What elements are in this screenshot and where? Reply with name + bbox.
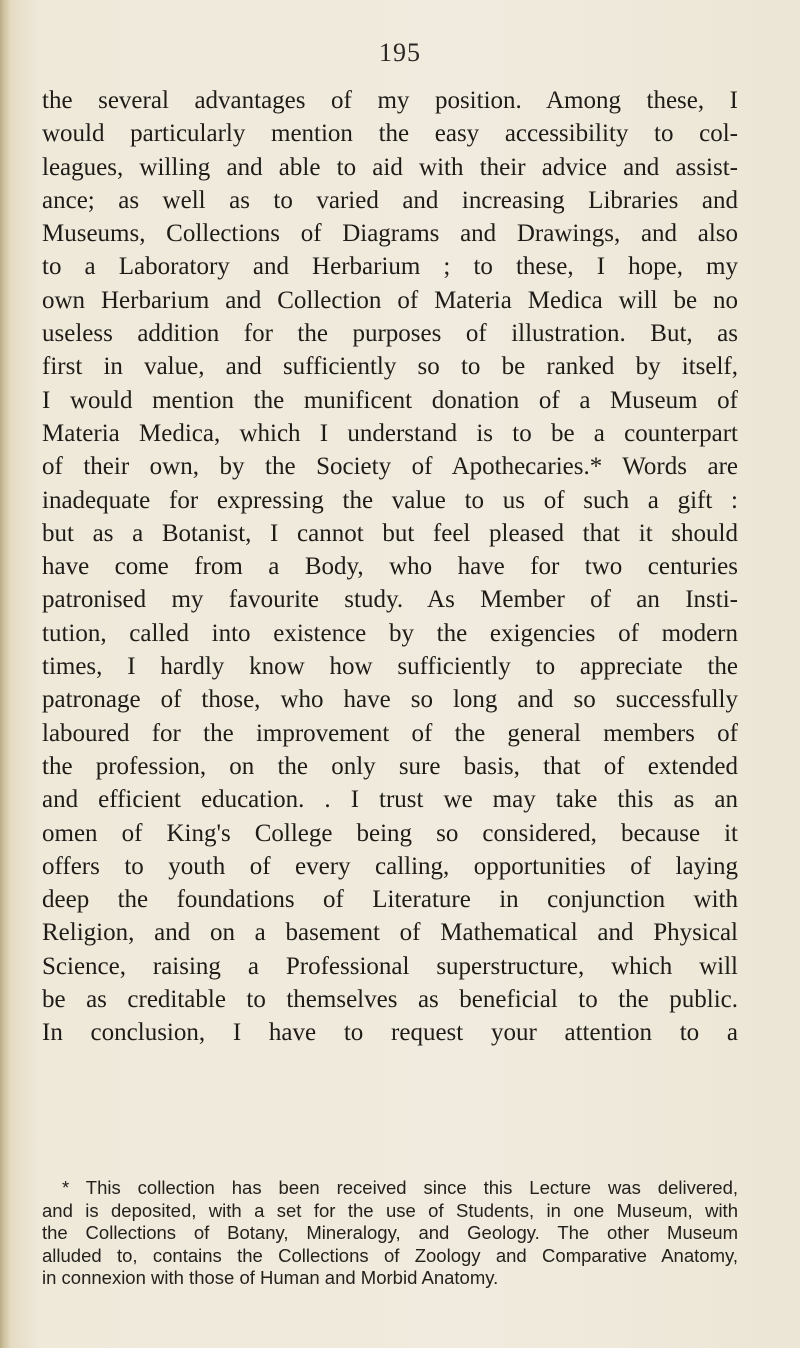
body-line: Religion, and on a basement of Mathematical and Physical xyxy=(42,919,738,947)
body-line: useless addition for the purposes of illustration. But, as xyxy=(42,320,738,348)
body-line: and efficient education. . I trust we may take this as an xyxy=(42,786,738,814)
body-text xyxy=(42,84,738,1050)
body-line: patronised my favourite study. As Member of an Insti- xyxy=(42,586,738,614)
body-line: inadequate for expressing the value to us of such a gift : xyxy=(42,486,738,514)
body-line: Museums, Collections of Diagrams and Drawings, and also xyxy=(42,220,738,248)
body-line: own Herbarium and Collection of Materia Medica will be no xyxy=(42,286,738,314)
body-line: first in value, and sufficiently so to be ranked by itself, xyxy=(42,353,738,381)
body-line: would particularly mention the easy accessibility to col- xyxy=(42,120,738,148)
body-line: laboured for the improvement of the general members of xyxy=(42,719,738,747)
body-line: be as creditable to themselves as beneficial to the public. xyxy=(42,986,738,1014)
body-line: deep the foundations of Literature in conjunction with xyxy=(42,886,738,914)
body-line: patronage of those, who have so long and so successfully xyxy=(42,686,738,714)
footnote-line: * This collection has been received since this Lecture was delivered, xyxy=(62,1177,738,1198)
footnote-line: and is deposited, with a set for the use of Students, in one Museum, with xyxy=(42,1199,738,1221)
body-line: but as a Botanist, I cannot but feel pleased that it should xyxy=(42,519,738,547)
body-line: ance; as well as to varied and increasing Libraries and xyxy=(42,186,738,214)
body-line: omen of King's College being so considered, because it xyxy=(42,819,738,847)
body-line: In conclusion, I have to request your attention to a xyxy=(42,1019,738,1047)
body-line: Science, raising a Professional superstructure, which will xyxy=(42,952,738,980)
page-gutter-shadow xyxy=(0,0,10,1348)
body-line: the several advantages of my position. Among these, I xyxy=(42,87,738,114)
body-line: tution, called into existence by the exigencies of modern xyxy=(42,619,738,647)
body-line: times, I hardly know how sufficiently to appreciate the xyxy=(42,653,738,681)
footnote xyxy=(42,1177,738,1290)
footnote-line: the Collections of Botany, Mineralogy, and Geology. The other Museum xyxy=(42,1222,738,1243)
body-line: leagues, willing and able to aid with their advice and assist- xyxy=(42,153,738,181)
body-line: to a Laboratory and Herbarium ; to these, I hope, my xyxy=(42,253,738,281)
footnote-line: alluded to, contains the Collections of Zoology and Comparative Anatomy, xyxy=(42,1244,738,1266)
body-line: offers to youth of every calling, opportunities of laying xyxy=(42,852,738,880)
body-line: Materia Medica, which I understand is to be a counterpart xyxy=(42,419,738,447)
body-line: have come from a Body, who have for two centuries xyxy=(42,553,738,581)
page-number: 195 xyxy=(379,38,421,67)
footnote-line: in connexion with those of Human and Morbid Anatomy. xyxy=(42,1267,499,1288)
body-line: I would mention the munificent donation of a Museum of xyxy=(42,386,738,414)
body-line: the profession, on the only sure basis, that of extended xyxy=(42,752,738,780)
body-line: of their own, by the Society of Apothecaries.* Words are xyxy=(42,453,738,481)
